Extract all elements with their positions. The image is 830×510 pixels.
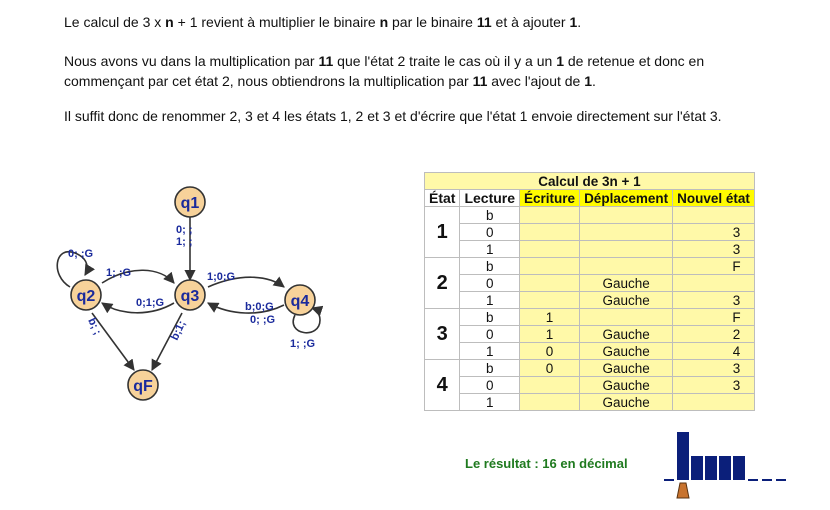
- result-text: Le résultat : 16 en décimal: [465, 456, 628, 471]
- read-cell: 1: [460, 343, 520, 360]
- label-q1-q3: 0; ;: [176, 224, 193, 236]
- rename-paragraph: Il suffit donc de renommer 2, 3 et 4 les états 1, 2 et 3 et d'écrire que l'état 1 envoie directement sur l'état 3.: [64, 108, 722, 124]
- next-state-cell: [673, 275, 755, 292]
- svg-text:q1: q1: [180, 195, 200, 212]
- read-cell: 0: [460, 275, 520, 292]
- next-state-cell: [673, 394, 755, 411]
- tape-cell-0: [733, 456, 745, 480]
- move-cell: Gauche: [580, 343, 673, 360]
- label-q4-q3: b;0;G: [245, 301, 274, 313]
- tape-cell-1: [677, 432, 689, 480]
- label-q1-q3-b: 1; ;: [176, 236, 193, 248]
- table-row: [425, 377, 755, 394]
- next-state-cell: 4: [673, 343, 755, 360]
- move-cell: Gauche: [580, 326, 673, 343]
- read-cell: 0: [460, 326, 520, 343]
- header-state: État: [425, 190, 460, 207]
- read-cell: b: [460, 258, 520, 275]
- state-cell: 3: [425, 309, 460, 360]
- move-cell: Gauche: [580, 394, 673, 411]
- read-cell: 0: [460, 377, 520, 394]
- write-cell: [520, 275, 580, 292]
- next-state-cell: 3: [673, 241, 755, 258]
- next-state-cell: 2: [673, 326, 755, 343]
- table-title: Calcul de 3n + 1: [425, 173, 755, 190]
- table-row: [425, 343, 755, 360]
- tape-head-icon: [677, 483, 689, 498]
- label-q4-q3-b: 0; ;G: [250, 314, 276, 326]
- table-row: [425, 224, 755, 241]
- table-row: [425, 275, 755, 292]
- header-next: Nouvel état: [673, 190, 755, 207]
- header-read: Lecture: [460, 190, 520, 207]
- table-body: [425, 207, 755, 411]
- move-cell: [580, 309, 673, 326]
- tape: [660, 430, 800, 500]
- label-q3-q2: 0;1;G: [136, 297, 165, 309]
- intro-paragraph: Le calcul de 3 x n + 1 revient à multiplier le binaire n par le binaire 11 et à ajouter 1.: [64, 14, 582, 30]
- state-cell: 1: [425, 207, 460, 258]
- next-state-cell: F: [673, 309, 755, 326]
- write-cell: 0: [520, 360, 580, 377]
- state-cell: 2: [425, 258, 460, 309]
- table-row: [425, 207, 755, 224]
- read-cell: b: [460, 207, 520, 224]
- write-cell: [520, 258, 580, 275]
- state-node-q1: [175, 187, 205, 217]
- svg-text:q3: q3: [180, 288, 200, 305]
- write-cell: 1: [520, 326, 580, 343]
- state-nodes: [71, 187, 315, 400]
- write-cell: 0: [520, 343, 580, 360]
- state-node-qF: [128, 370, 158, 400]
- table-row: [425, 309, 755, 326]
- read-cell: b: [460, 360, 520, 377]
- move-cell: [580, 207, 673, 224]
- label-q2-loop: 0; ;G: [68, 248, 94, 260]
- move-cell: Gauche: [580, 292, 673, 309]
- svg-text:q2: q2: [76, 288, 96, 305]
- move-cell: Gauche: [580, 275, 673, 292]
- read-cell: b: [460, 309, 520, 326]
- next-state-cell: F: [673, 258, 755, 275]
- move-cell: Gauche: [580, 377, 673, 394]
- state-node-q4: [285, 285, 315, 315]
- label-q4-loop: 1; ;G: [290, 338, 316, 350]
- table-row: [425, 258, 755, 275]
- label-q2-qF: b; ;: [85, 316, 104, 337]
- read-cell: 1: [460, 394, 520, 411]
- write-cell: 1: [520, 309, 580, 326]
- move-cell: [580, 258, 673, 275]
- state-node-q2: [71, 280, 101, 310]
- move-cell: [580, 224, 673, 241]
- next-state-cell: 3: [673, 360, 755, 377]
- label-q3-q4: 1;0;G: [207, 271, 236, 283]
- write-cell: [520, 377, 580, 394]
- table-row: [425, 394, 755, 411]
- state-diagram: [40, 175, 350, 415]
- next-state-cell: 3: [673, 224, 755, 241]
- read-cell: 0: [460, 224, 520, 241]
- state-cell: 4: [425, 360, 460, 411]
- tape-cell-0: [719, 456, 731, 480]
- move-cell: Gauche: [580, 360, 673, 377]
- label-q2-q3: 1; ;G: [106, 267, 132, 279]
- label-q3-qF: b;1;: [168, 318, 189, 343]
- svg-text:q4: q4: [290, 293, 310, 310]
- table-row: [425, 292, 755, 309]
- write-cell: [520, 394, 580, 411]
- table-row: [425, 326, 755, 343]
- transition-table: [424, 172, 755, 411]
- write-cell: [520, 207, 580, 224]
- state-2-paragraph: Nous avons vu dans la multiplication par 11 que l'état 2 traite le cas où il y a un 1 de retenue et donc en commençant par cet état 2, nous obtiendrons la multiplication par 11 avec l'ajout de 1.: [64, 53, 705, 89]
- write-cell: [520, 241, 580, 258]
- tape-cell-0: [705, 456, 717, 480]
- header-write: Écriture: [520, 190, 580, 207]
- next-state-cell: 3: [673, 292, 755, 309]
- table-row: [425, 241, 755, 258]
- next-state-cell: 3: [673, 377, 755, 394]
- write-cell: [520, 292, 580, 309]
- write-cell: [520, 224, 580, 241]
- move-cell: [580, 241, 673, 258]
- table-row: [425, 360, 755, 377]
- svg-text:qF: qF: [133, 378, 153, 395]
- header-move: Déplacement: [580, 190, 673, 207]
- tape-cell-0: [691, 456, 703, 480]
- read-cell: 1: [460, 241, 520, 258]
- state-node-q3: [175, 280, 205, 310]
- read-cell: 1: [460, 292, 520, 309]
- next-state-cell: [673, 207, 755, 224]
